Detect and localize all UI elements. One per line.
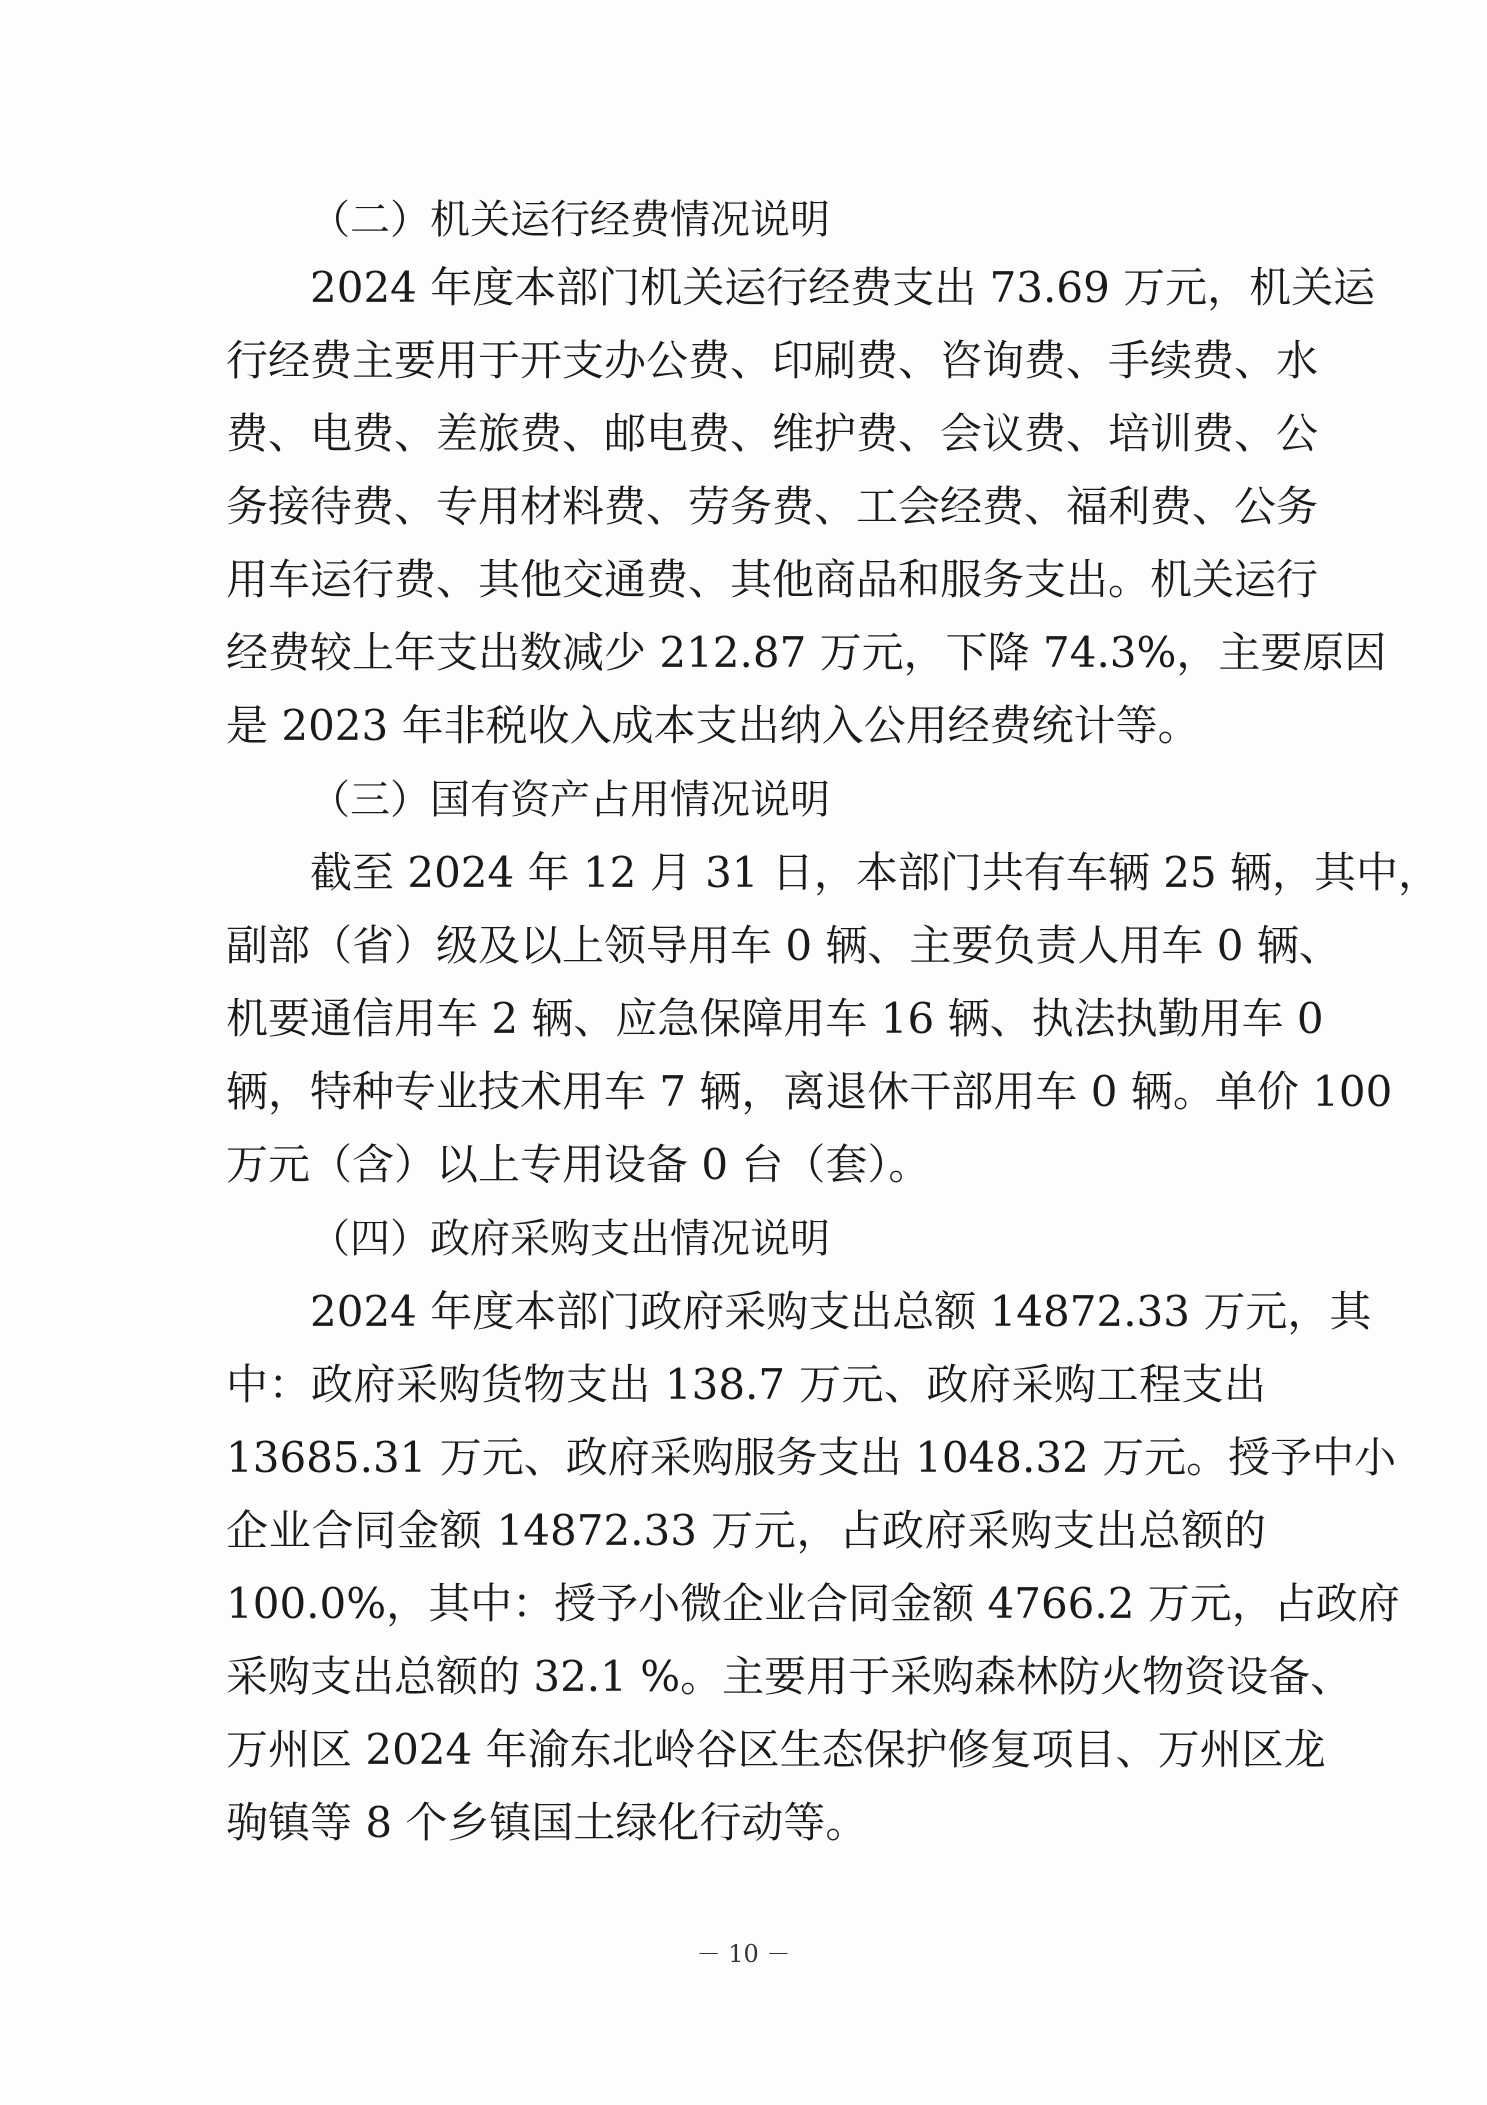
paragraph-line: 万州区 2024 年渝东北岭谷区生态保护修复项目、万州区龙 [226, 1725, 1326, 1774]
paragraph-line: 截至 2024 年 12 月 31 日，本部门共有车辆 25 辆，其中， [310, 848, 1441, 897]
paragraph-line: 驹镇等 8 个乡镇国土绿化行动等。 [226, 1798, 868, 1847]
paragraph-line: 副部（省）级及以上领导用车 0 辆、主要负责人用车 0 辆、 [226, 921, 1341, 970]
paragraph-line: 行经费主要用于开支办公费、印刷费、咨询费、手续费、水 [226, 336, 1319, 385]
paragraph-line: 13685.31 万元、政府采购服务支出 1048.32 万元。授予中小 [226, 1433, 1397, 1482]
paragraph-line: 企业合同金额 14872.33 万元，占政府采购支出总额的 [226, 1506, 1266, 1555]
paragraph-line: 务接待费、专用材料费、劳务费、工会经费、福利费、公务 [226, 482, 1319, 531]
section-heading-expenses: （二）机关运行经费情况说明 [310, 197, 830, 243]
paragraph-line: 用车运行费、其他交通费、其他商品和服务支出。机关运行 [226, 555, 1319, 604]
section-heading-assets: （三）国有资产占用情况说明 [310, 777, 830, 823]
paragraph-line: 是 2023 年非税收入成本支出纳入公用经费统计等。 [226, 701, 1200, 750]
paragraph-line: 2024 年度本部门机关运行经费支出 73.69 万元，机关运 [310, 263, 1376, 312]
paragraph-line: 100.0%，其中：授予小微企业合同金额 4766.2 万元，占政府 [226, 1579, 1400, 1628]
paragraph-line: 费、电费、差旅费、邮电费、维护费、会议费、培训费、公 [226, 409, 1319, 458]
paragraph-line: 辆，特种专业技术用车 7 辆，离退休干部用车 0 辆。单价 100 [226, 1067, 1393, 1116]
paragraph-line: 2024 年度本部门政府采购支出总额 14872.33 万元，其 [310, 1287, 1372, 1336]
section-heading-procurement: （四）政府采购支出情况说明 [310, 1216, 830, 1262]
paragraph-line: 采购支出总额的 32.1 %。主要用于采购森林防火物资设备、 [226, 1652, 1353, 1701]
paragraph-line: 经费较上年支出数减少 212.87 万元，下降 74.3%，主要原因 [226, 628, 1387, 677]
paragraph-line: 机要通信用车 2 辆、应急保障用车 16 辆、执法执勤用车 0 [226, 994, 1324, 1043]
paragraph-line: 万元（含）以上专用设备 0 台（套）。 [226, 1140, 931, 1189]
page-number: － 10 － [696, 1940, 791, 1968]
paragraph-line: 中：政府采购货物支出 138.7 万元、政府采购工程支出 [226, 1360, 1266, 1409]
